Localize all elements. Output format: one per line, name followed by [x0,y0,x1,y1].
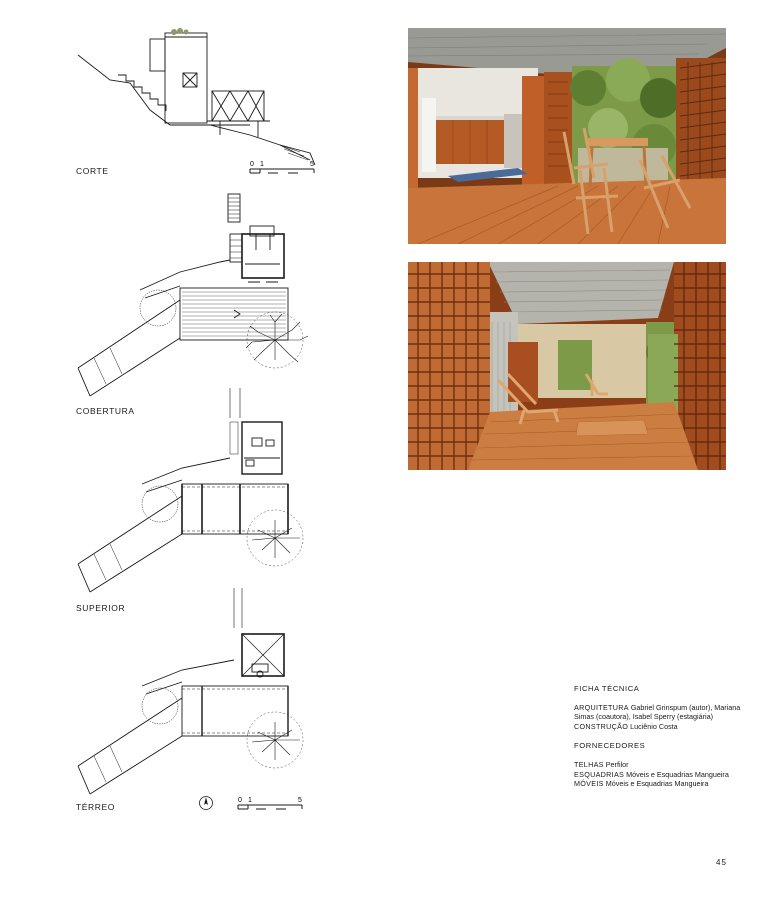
photo-lattice-veranda [408,262,726,470]
technical-sheet [574,684,744,789]
text-construcao: Luciênio Costa [630,721,678,731]
roof-plan-drawing [70,190,320,402]
scale-label-0: 0 [250,161,254,168]
credit-moveis [574,779,744,789]
caption-corte: CORTE [76,166,109,176]
scale-label-1: 1 [248,797,252,804]
scale-bar-plans [236,796,306,812]
caption-cobertura: COBERTURA [76,406,135,416]
scale-label-5: 5 [310,161,314,168]
caption-superior: SUPERIOR [76,603,126,613]
label-arquitetura: ARQUITETURA [574,702,629,712]
caption-terreo: TÉRREO [76,802,116,812]
section-drawing [70,25,330,165]
credit-telhas [574,760,744,770]
label-telhas: TELHAS [574,759,604,769]
text-telhas: Perfilor [605,759,629,769]
upper-floor-plan-drawing [70,388,320,600]
scale-label-0: 0 [238,797,242,804]
credit-construcao [574,722,744,732]
credit-esquadrias [574,770,744,780]
label-construcao: CONSTRUÇÃO [574,721,629,731]
page-number: 45 [716,858,727,867]
ground-floor-plan-drawing [70,588,320,800]
scale-label-1: 1 [260,161,264,168]
ficha-heading: FICHA TÉCNICA [574,684,640,693]
text-moveis: Móveis e Esquadrias Mangueira [605,779,709,789]
label-esquadrias: ESQUADRIAS [574,769,625,779]
north-arrow-icon [198,795,214,811]
credit-arquitetura [574,703,744,722]
text-esquadrias: Móveis e Esquadrias Mangueira [626,769,729,779]
fornecedores-heading: FORNECEDORES [574,741,646,751]
photo-kitchen-veranda [408,28,726,244]
scale-label-5: 5 [298,797,302,804]
scale-bar-corte [248,160,318,176]
text-arquitetura: Gabriel Grinspum (autor), Mariana Simas (coautora), Isabel Sperry (estagiária) [574,702,741,722]
label-moveis: MÓVEIS [574,779,604,789]
